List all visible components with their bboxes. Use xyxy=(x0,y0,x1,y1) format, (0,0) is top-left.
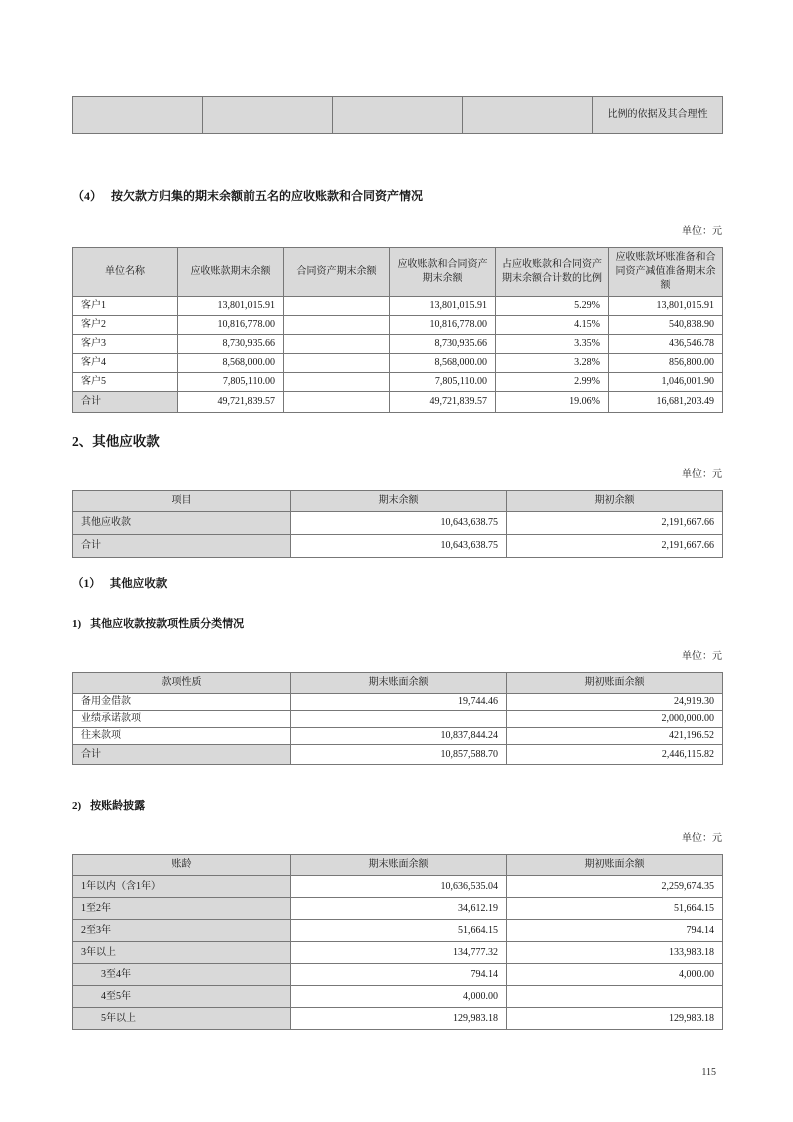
other-receivables-summary-table xyxy=(72,490,723,558)
value-cell: 10,816,778.00 xyxy=(390,316,496,335)
value-cell xyxy=(284,373,390,392)
row-label-cell: 客户4 xyxy=(73,354,178,373)
table-row xyxy=(73,898,723,920)
empty-cell xyxy=(333,97,463,134)
value-cell: 10,837,844.24 xyxy=(291,728,507,745)
table-row xyxy=(73,97,723,134)
row-label-cell: 客户5 xyxy=(73,373,178,392)
column-header: 应收账款期末余额 xyxy=(178,248,284,297)
value-cell: 856,800.00 xyxy=(609,354,723,373)
value-cell xyxy=(284,297,390,316)
nature-classification-table xyxy=(72,672,723,765)
row-label-cell: 4至5年 xyxy=(73,986,291,1008)
value-cell: 51,664.15 xyxy=(507,898,723,920)
column-header: 期末账面余额 xyxy=(291,855,507,876)
page-content xyxy=(72,96,722,1078)
value-cell: 13,801,015.91 xyxy=(178,297,284,316)
value-cell: 2,446,115.82 xyxy=(507,745,723,765)
table-row xyxy=(73,728,723,745)
value-cell: 8,568,000.00 xyxy=(390,354,496,373)
empty-cell xyxy=(203,97,333,134)
table-row xyxy=(73,535,723,558)
column-header: 项目 xyxy=(73,491,291,512)
value-cell: 540,838.90 xyxy=(609,316,723,335)
table-header-row xyxy=(73,855,723,876)
value-cell: 10,643,638.75 xyxy=(291,535,507,558)
section4-heading-title: 按欠款方归集的期末余额前五名的应收账款和合同资产情况 xyxy=(111,189,424,203)
value-cell: 4,000.00 xyxy=(507,964,723,986)
unit-label: 单位：元 xyxy=(682,651,722,662)
row-label-cell: 客户1 xyxy=(73,297,178,316)
nature-heading-title: 其他应收款按款项性质分类情况 xyxy=(90,618,245,630)
row-label-cell: 客户3 xyxy=(73,335,178,354)
value-cell: 794.14 xyxy=(507,920,723,942)
value-cell xyxy=(291,711,507,728)
row-label-cell: 往来款项 xyxy=(73,728,291,745)
table-row xyxy=(73,512,723,535)
value-cell: 7,805,110.00 xyxy=(390,373,496,392)
column-header: 期末账面余额 xyxy=(291,673,507,694)
value-cell: 794.14 xyxy=(291,964,507,986)
value-cell: 24,919.30 xyxy=(507,694,723,711)
column-header: 单位名称 xyxy=(73,248,178,297)
value-cell xyxy=(507,986,723,1008)
row-label-cell: 其他应收款 xyxy=(73,512,291,535)
row-label-cell: 2至3年 xyxy=(73,920,291,942)
column-header: 期末余额 xyxy=(291,491,507,512)
table-row xyxy=(73,745,723,765)
column-header: 款项性质 xyxy=(73,673,291,694)
table-header-row xyxy=(73,248,723,297)
value-cell: 16,681,203.49 xyxy=(609,392,723,413)
value-cell: 10,643,638.75 xyxy=(291,512,507,535)
value-cell: 129,983.18 xyxy=(507,1008,723,1030)
table-row xyxy=(73,964,723,986)
empty-cell xyxy=(73,97,203,134)
value-cell: 2.99% xyxy=(496,373,609,392)
top5-receivables-table xyxy=(72,247,723,413)
value-cell xyxy=(284,354,390,373)
nature-heading xyxy=(72,617,722,632)
carryover-table-fragment xyxy=(72,96,723,134)
aging-heading-number: 2) xyxy=(72,800,82,812)
aging-heading-title: 按账龄披露 xyxy=(90,800,146,812)
unit-label: 单位：元 xyxy=(682,469,722,480)
row-label-cell: 5年以上 xyxy=(73,1008,291,1030)
row-label-cell: 合计 xyxy=(73,745,291,765)
sub1-heading xyxy=(72,577,722,592)
table-row xyxy=(73,986,723,1008)
value-cell: 4,000.00 xyxy=(291,986,507,1008)
column-header: 期初账面余额 xyxy=(507,855,723,876)
sub1-heading-title: 其他应收款 xyxy=(109,578,168,590)
column-header: 期初账面余额 xyxy=(507,673,723,694)
column-header: 应收账款坏账准备和合同资产减值准备期末余额 xyxy=(609,248,723,297)
value-cell: 19,744.46 xyxy=(291,694,507,711)
value-cell: 129,983.18 xyxy=(291,1008,507,1030)
column-header: 应收账款和合同资产期末余额 xyxy=(390,248,496,297)
row-label-cell: 合计 xyxy=(73,535,291,558)
table-row xyxy=(73,942,723,964)
value-cell: 2,000,000.00 xyxy=(507,711,723,728)
table-row xyxy=(73,711,723,728)
row-label-cell: 1年以内（含1年） xyxy=(73,876,291,898)
value-cell xyxy=(284,316,390,335)
value-cell: 51,664.15 xyxy=(291,920,507,942)
row-label-cell: 3至4年 xyxy=(73,964,291,986)
aging-heading xyxy=(72,799,722,814)
value-cell: 13,801,015.91 xyxy=(609,297,723,316)
value-cell: 2,191,667.66 xyxy=(507,512,723,535)
table-row xyxy=(73,920,723,942)
value-cell: 13,801,015.91 xyxy=(390,297,496,316)
table-row xyxy=(73,297,723,316)
unit-label: 单位：元 xyxy=(682,833,722,844)
value-cell: 7,805,110.00 xyxy=(178,373,284,392)
section4-heading xyxy=(72,188,722,204)
value-cell xyxy=(284,335,390,354)
row-label-cell: 客户2 xyxy=(73,316,178,335)
value-cell: 3.35% xyxy=(496,335,609,354)
column-header: 占应收账款和合同资产期末余额合计数的比例 xyxy=(496,248,609,297)
value-cell: 2,191,667.66 xyxy=(507,535,723,558)
column-header: 账龄 xyxy=(73,855,291,876)
unit-label: 单位：元 xyxy=(682,226,722,237)
value-cell: 8,568,000.00 xyxy=(178,354,284,373)
value-cell: 8,730,935.66 xyxy=(390,335,496,354)
value-cell: 4.15% xyxy=(496,316,609,335)
value-cell: 10,816,778.00 xyxy=(178,316,284,335)
value-cell: 3.28% xyxy=(496,354,609,373)
other-receivables-heading: 2、其他应收款 xyxy=(72,434,160,449)
value-cell: 49,721,839.57 xyxy=(178,392,284,413)
aging-disclosure-table xyxy=(72,854,723,1030)
value-cell: 421,196.52 xyxy=(507,728,723,745)
value-cell: 5.29% xyxy=(496,297,609,316)
sub1-heading-number: （1） xyxy=(72,578,101,590)
table-header-row xyxy=(73,673,723,694)
row-label-cell: 1至2年 xyxy=(73,898,291,920)
table-row xyxy=(73,392,723,413)
value-cell: 134,777.32 xyxy=(291,942,507,964)
section4-heading-number: （4） xyxy=(72,189,103,203)
carryover-last-cell: 比例的依据及其合理性 xyxy=(593,97,723,134)
row-label-cell: 备用金借款 xyxy=(73,694,291,711)
page-number: 115 xyxy=(701,1067,716,1078)
table-row xyxy=(73,694,723,711)
value-cell: 133,983.18 xyxy=(507,942,723,964)
value-cell: 2,259,674.35 xyxy=(507,876,723,898)
value-cell: 8,730,935.66 xyxy=(178,335,284,354)
column-header: 合同资产期末余额 xyxy=(284,248,390,297)
table-row xyxy=(73,354,723,373)
table-row xyxy=(73,316,723,335)
table-row xyxy=(73,1008,723,1030)
value-cell: 49,721,839.57 xyxy=(390,392,496,413)
table-header-row xyxy=(73,491,723,512)
table-row xyxy=(73,876,723,898)
value-cell: 1,046,001.90 xyxy=(609,373,723,392)
table-row xyxy=(73,373,723,392)
value-cell: 34,612.19 xyxy=(291,898,507,920)
column-header: 期初余额 xyxy=(507,491,723,512)
value-cell: 10,636,535.04 xyxy=(291,876,507,898)
value-cell: 19.06% xyxy=(496,392,609,413)
value-cell: 436,546.78 xyxy=(609,335,723,354)
table-row xyxy=(73,335,723,354)
value-cell xyxy=(284,392,390,413)
empty-cell xyxy=(463,97,593,134)
value-cell: 10,857,588.70 xyxy=(291,745,507,765)
row-label-cell: 3年以上 xyxy=(73,942,291,964)
nature-heading-number: 1) xyxy=(72,618,82,630)
row-label-cell: 合计 xyxy=(73,392,178,413)
row-label-cell: 业绩承诺款项 xyxy=(73,711,291,728)
